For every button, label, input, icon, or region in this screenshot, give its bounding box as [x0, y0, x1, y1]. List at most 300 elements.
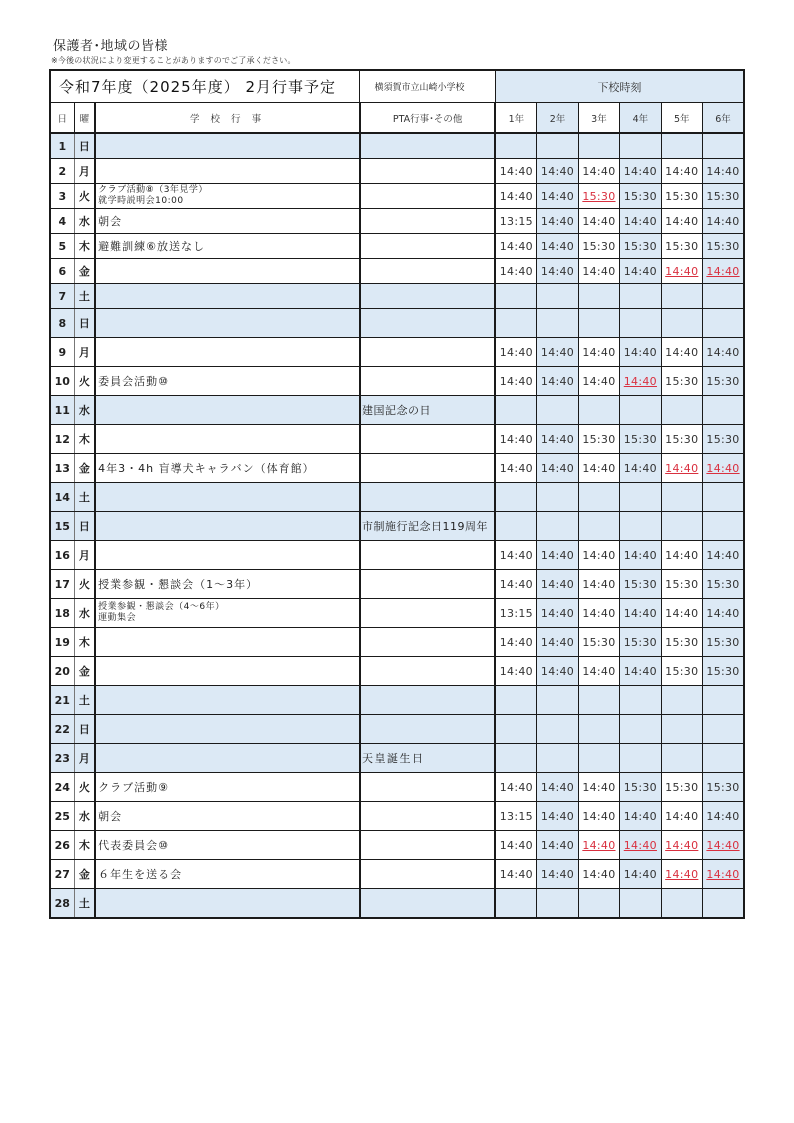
dismissal-time-grade-6 — [702, 184, 744, 209]
day-number: 11 — [50, 396, 74, 425]
day-number: 15 — [50, 512, 74, 541]
dismissal-time-grade-3 — [578, 541, 619, 570]
schedule-row — [50, 889, 744, 919]
day-number: 26 — [50, 831, 74, 860]
schedule-row — [50, 454, 744, 483]
day-number: 7 — [50, 284, 74, 309]
dismissal-time-grade-6 — [702, 628, 744, 657]
weekday: 木 — [74, 425, 95, 454]
dismissal-time-grade-3 — [578, 133, 619, 159]
dismissal-time-grade-2 — [537, 483, 578, 512]
schedule-row — [50, 599, 744, 628]
pta-event-cell — [360, 889, 495, 919]
dismissal-time-grade-2 — [537, 284, 578, 309]
dismissal-time-grade-4 — [620, 159, 661, 184]
dismissal-time-grade-4 — [620, 715, 661, 744]
dismissal-time-grade-6 — [702, 396, 744, 425]
time-value: 14:40 — [623, 264, 657, 278]
col-header-grade-6: 6年 — [702, 103, 744, 134]
pta-event-cell — [360, 570, 495, 599]
time-value: 14:40 — [499, 374, 533, 388]
day-number: 2 — [50, 159, 74, 184]
changed-time-value: 14:40 — [665, 867, 699, 881]
time-value: 14:40 — [499, 780, 533, 794]
time-value: 14:40 — [540, 548, 575, 562]
dismissal-time-grade-5 — [661, 396, 702, 425]
school-event-cell — [95, 338, 360, 367]
time-value: 14:40 — [706, 548, 740, 562]
time-value: 14:40 — [499, 664, 533, 678]
pta-event-cell — [360, 309, 495, 338]
schedule-row — [50, 284, 744, 309]
dismissal-time-grade-4 — [620, 570, 661, 599]
dismissal-time-grade-5 — [661, 284, 702, 309]
dismissal-time-grade-6 — [702, 541, 744, 570]
time-value: 14:40 — [540, 214, 575, 228]
dismissal-time-grade-2 — [537, 425, 578, 454]
dismissal-time-grade-4 — [620, 234, 661, 259]
changed-time-value: 14:40 — [665, 838, 699, 852]
dismissal-time-grade-2 — [537, 599, 578, 628]
school-event-cell — [95, 454, 360, 483]
school-event-cell — [95, 259, 360, 284]
time-value: 15:30 — [665, 189, 699, 203]
school-event-cell — [95, 715, 360, 744]
time-value: 15:30 — [706, 189, 740, 203]
time-value: 14:40 — [540, 164, 575, 178]
dismissal-time-grade-3 — [578, 483, 619, 512]
school-event-cell — [95, 234, 360, 259]
school-name: 横須賀市立山崎小学校 — [374, 83, 465, 93]
time-value: 14:40 — [623, 164, 657, 178]
day-number: 5 — [50, 234, 74, 259]
dismissal-time-grade-5 — [661, 860, 702, 889]
dismissal-time-grade-2 — [537, 541, 578, 570]
schedule-row — [50, 338, 744, 367]
dismissal-time-grade-2 — [537, 367, 578, 396]
dismissal-time-grade-5 — [661, 159, 702, 184]
dismissal-time-grade-1 — [495, 889, 536, 919]
school-event-text: ６年生を送る会 — [98, 867, 183, 881]
dismissal-time-grade-6 — [702, 831, 744, 860]
time-value: 14:40 — [499, 461, 533, 475]
schedule-row — [50, 483, 744, 512]
schedule-row — [50, 570, 744, 599]
weekday: 月 — [74, 744, 95, 773]
school-event-cell — [95, 284, 360, 309]
schedule-row — [50, 657, 744, 686]
pta-event-cell — [360, 234, 495, 259]
time-value: 15:30 — [665, 239, 699, 253]
dismissal-time-grade-4 — [620, 425, 661, 454]
dismissal-time-grade-2 — [537, 628, 578, 657]
school-event-cell — [95, 309, 360, 338]
school-event-text: クラブ活動⑧（3年見学） — [98, 185, 208, 195]
day-number: 18 — [50, 599, 74, 628]
dismissal-time-grade-2 — [537, 889, 578, 919]
dismissal-time-grade-1 — [495, 860, 536, 889]
schedule-row — [50, 860, 744, 889]
title-row — [50, 70, 744, 103]
dismissal-time-grade-5 — [661, 425, 702, 454]
weekday: 水 — [74, 802, 95, 831]
school-event-cell — [95, 209, 360, 234]
dismissal-time-grade-3 — [578, 234, 619, 259]
dismissal-time-grade-4 — [620, 628, 661, 657]
col-header-grade-5: 5年 — [661, 103, 702, 134]
time-value: 14:40 — [499, 867, 533, 881]
col-header-pta: PTA行事･その他 — [360, 103, 495, 134]
dismissal-time-grade-5 — [661, 338, 702, 367]
dismissal-time-grade-2 — [537, 512, 578, 541]
school-event-cell — [95, 860, 360, 889]
dismissal-time-grade-6 — [702, 860, 744, 889]
dismissal-time-grade-6 — [702, 512, 744, 541]
dismissal-time-grade-2 — [537, 773, 578, 802]
dismissal-time-grade-2 — [537, 338, 578, 367]
dismissal-time-grade-5 — [661, 454, 702, 483]
dismissal-time-grade-1 — [495, 425, 536, 454]
dismissal-time-grade-6 — [702, 802, 744, 831]
dismissal-time-grade-1 — [495, 715, 536, 744]
dismissal-time-grade-3 — [578, 284, 619, 309]
dismissal-time-grade-5 — [661, 802, 702, 831]
schedule-row — [50, 425, 744, 454]
col-header-grade-3: 3年 — [578, 103, 619, 134]
dismissal-time-grade-3 — [578, 628, 619, 657]
school-event-cell — [95, 744, 360, 773]
changed-time-value: 14:40 — [706, 838, 740, 852]
weekday: 水 — [74, 599, 95, 628]
dismissal-time-grade-1 — [495, 234, 536, 259]
dismissal-time-grade-3 — [578, 860, 619, 889]
greeting-heading: 保護者･地域の皆様 — [53, 39, 169, 54]
dismissal-time-grade-6 — [702, 773, 744, 802]
day-number: 9 — [50, 338, 74, 367]
dismissal-time-grade-2 — [537, 259, 578, 284]
dismissal-time-grade-1 — [495, 512, 536, 541]
dismissal-time-grade-2 — [537, 860, 578, 889]
dismissal-time-grade-3 — [578, 889, 619, 919]
dismissal-time-grade-1 — [495, 541, 536, 570]
time-value: 14:40 — [665, 548, 699, 562]
pta-event-cell — [360, 773, 495, 802]
time-value: 15:30 — [582, 432, 616, 446]
dismissal-time-grade-2 — [537, 396, 578, 425]
dismissal-time-grade-3 — [578, 396, 619, 425]
weekday: 火 — [74, 367, 95, 396]
changed-time-value: 14:40 — [582, 838, 616, 852]
dismissal-time-grade-5 — [661, 599, 702, 628]
dismissal-time-grade-4 — [620, 184, 661, 209]
dismissal-time-grade-5 — [661, 570, 702, 599]
pta-event-cell: 市制施行記念日119周年 — [360, 512, 495, 541]
dismissal-time-grade-1 — [495, 628, 536, 657]
school-event-cell — [95, 133, 360, 159]
col-header-grade-4: 4年 — [620, 103, 661, 134]
dismissal-time-grade-1 — [495, 396, 536, 425]
school-event-text: 運動集会 — [98, 613, 137, 623]
pta-event-cell — [360, 686, 495, 715]
dismissal-time-grade-4 — [620, 367, 661, 396]
time-value: 15:30 — [665, 635, 699, 649]
schedule-row — [50, 628, 744, 657]
col-header-school-events: 学 校 行 事 — [95, 103, 360, 134]
weekday: 木 — [74, 628, 95, 657]
time-value: 15:30 — [623, 635, 657, 649]
school-event-text: 朝会 — [98, 214, 123, 228]
dismissal-time-grade-4 — [620, 860, 661, 889]
schedule-row — [50, 133, 744, 159]
dismissal-time-grade-1 — [495, 773, 536, 802]
day-number: 13 — [50, 454, 74, 483]
dismissal-time-grade-5 — [661, 209, 702, 234]
time-value: 14:40 — [623, 809, 657, 823]
changed-time-value: 14:40 — [665, 461, 699, 475]
weekday: 月 — [74, 159, 95, 184]
time-value: 14:40 — [623, 345, 657, 359]
school-event-cell — [95, 599, 360, 628]
schedule-row — [50, 184, 744, 209]
day-number: 23 — [50, 744, 74, 773]
time-value: 15:30 — [665, 432, 699, 446]
pta-event-cell — [360, 483, 495, 512]
dismissal-time-grade-4 — [620, 657, 661, 686]
schedule-row — [50, 541, 744, 570]
time-value: 14:40 — [665, 606, 699, 620]
time-value: 15:30 — [706, 577, 740, 591]
dismissal-time-grade-5 — [661, 512, 702, 541]
time-value: 14:40 — [540, 780, 575, 794]
dismissal-time-grade-3 — [578, 715, 619, 744]
dismissal-time-grade-3 — [578, 309, 619, 338]
time-value: 14:40 — [582, 164, 616, 178]
time-value: 14:40 — [499, 189, 533, 203]
dismissal-time-grade-4 — [620, 338, 661, 367]
dismissal-time-grade-4 — [620, 773, 661, 802]
dismissal-time-grade-3 — [578, 599, 619, 628]
school-event-text: 4年3・4h 盲導犬キャラバン（体育館） — [98, 461, 315, 475]
dismissal-time-grade-2 — [537, 657, 578, 686]
pta-event-cell — [360, 425, 495, 454]
dismissal-time-grade-5 — [661, 367, 702, 396]
school-event-text: クラブ活動⑨ — [98, 780, 169, 794]
dismissal-time-grade-1 — [495, 209, 536, 234]
schedule-row — [50, 512, 744, 541]
dismissal-time-grade-5 — [661, 889, 702, 919]
pta-event-cell — [360, 802, 495, 831]
weekday: 金 — [74, 860, 95, 889]
pta-event-cell: 建国記念の日 — [360, 396, 495, 425]
document-title: 令和7年度（2025年度） 2月行事予定 — [59, 78, 337, 96]
dismissal-time-grade-2 — [537, 454, 578, 483]
time-value: 14:40 — [706, 345, 740, 359]
school-event-text: 委員会活動⑩ — [98, 374, 169, 388]
time-value: 15:30 — [706, 635, 740, 649]
day-number: 19 — [50, 628, 74, 657]
schedule-row — [50, 396, 744, 425]
day-number: 16 — [50, 541, 74, 570]
dismissal-time-grade-4 — [620, 686, 661, 715]
school-event-text: 朝会 — [98, 809, 123, 823]
schedule-row — [50, 309, 744, 338]
time-value: 14:40 — [582, 461, 616, 475]
dismissal-time-grade-1 — [495, 657, 536, 686]
pta-event-cell — [360, 541, 495, 570]
time-value: 14:40 — [665, 809, 699, 823]
col-header-day: 日 — [50, 103, 74, 134]
weekday: 日 — [74, 309, 95, 338]
time-value: 15:30 — [582, 635, 616, 649]
pta-event-cell — [360, 628, 495, 657]
dismissal-time-grade-5 — [661, 541, 702, 570]
time-value: 14:40 — [582, 577, 616, 591]
time-value: 14:40 — [540, 345, 575, 359]
day-number: 14 — [50, 483, 74, 512]
weekday: 金 — [74, 259, 95, 284]
dismissal-time-grade-3 — [578, 159, 619, 184]
weekday: 木 — [74, 831, 95, 860]
dismissal-time-grade-4 — [620, 396, 661, 425]
time-value: 14:40 — [582, 606, 616, 620]
time-value: 14:40 — [582, 264, 616, 278]
weekday: 水 — [74, 396, 95, 425]
time-value: 14:40 — [499, 635, 533, 649]
school-event-cell — [95, 367, 360, 396]
dismissal-time-grade-2 — [537, 570, 578, 599]
time-value: 14:40 — [582, 664, 616, 678]
time-value: 14:40 — [540, 374, 575, 388]
title-cell — [50, 70, 360, 103]
time-value: 14:40 — [499, 577, 533, 591]
time-value: 14:40 — [540, 838, 575, 852]
time-value: 14:40 — [582, 548, 616, 562]
schedule-row — [50, 715, 744, 744]
day-number: 27 — [50, 860, 74, 889]
day-number: 10 — [50, 367, 74, 396]
dismissal-time-grade-1 — [495, 599, 536, 628]
pta-event-cell — [360, 860, 495, 889]
time-value: 14:40 — [623, 548, 657, 562]
schedule-row — [50, 773, 744, 802]
school-event-cell — [95, 889, 360, 919]
time-value: 15:30 — [706, 664, 740, 678]
changed-time-value: 14:40 — [706, 264, 740, 278]
time-value: 14:40 — [582, 214, 616, 228]
weekday: 水 — [74, 209, 95, 234]
schedule-row — [50, 802, 744, 831]
time-value: 14:40 — [665, 214, 699, 228]
dismissal-time-grade-1 — [495, 259, 536, 284]
col-header-grade-1: 1年 — [495, 103, 536, 134]
changed-time-value: 14:40 — [706, 867, 740, 881]
dismissal-time-grade-2 — [537, 686, 578, 715]
pta-event-cell — [360, 338, 495, 367]
time-value: 15:30 — [582, 239, 616, 253]
weekday: 日 — [74, 715, 95, 744]
time-value: 15:30 — [706, 239, 740, 253]
day-number: 24 — [50, 773, 74, 802]
dismissal-time-grade-4 — [620, 599, 661, 628]
february-schedule-table — [49, 69, 745, 919]
time-value: 15:30 — [623, 577, 657, 591]
dismissal-time-grade-3 — [578, 773, 619, 802]
pta-event-cell: 天皇誕生日 — [360, 744, 495, 773]
dismissal-time-grade-2 — [537, 209, 578, 234]
school-event-cell — [95, 773, 360, 802]
dismissal-time-grade-5 — [661, 715, 702, 744]
time-value: 15:30 — [623, 189, 657, 203]
col-header-grade-2: 2年 — [537, 103, 578, 134]
dismissal-time-grade-6 — [702, 309, 744, 338]
dismissal-time-grade-1 — [495, 284, 536, 309]
dismissal-time-grade-4 — [620, 209, 661, 234]
dismissal-time-grade-1 — [495, 744, 536, 773]
dismissal-time-grade-6 — [702, 234, 744, 259]
weekday: 金 — [74, 657, 95, 686]
dismissal-time-grade-1 — [495, 802, 536, 831]
day-number: 8 — [50, 309, 74, 338]
weekday: 月 — [74, 541, 95, 570]
pta-event-cell — [360, 159, 495, 184]
weekday: 火 — [74, 184, 95, 209]
col-header-weekday: 曜 — [74, 103, 95, 134]
dismissal-time-grade-2 — [537, 802, 578, 831]
dismissal-time-grade-6 — [702, 686, 744, 715]
dismissal-time-grade-4 — [620, 454, 661, 483]
time-value: 14:40 — [582, 867, 616, 881]
time-value: 15:30 — [623, 780, 657, 794]
dismissal-time-grade-5 — [661, 483, 702, 512]
time-value: 15:30 — [706, 432, 740, 446]
weekday: 火 — [74, 773, 95, 802]
dismissal-time-grade-4 — [620, 259, 661, 284]
school-event-cell — [95, 512, 360, 541]
dismissal-time-grade-5 — [661, 773, 702, 802]
dismissal-time-grade-6 — [702, 744, 744, 773]
time-value: 14:40 — [499, 432, 533, 446]
dismissal-time-grade-4 — [620, 309, 661, 338]
school-event-text: 授業参観・懇談会（1～3年） — [98, 577, 259, 591]
dismissal-time-grade-5 — [661, 234, 702, 259]
day-number: 25 — [50, 802, 74, 831]
pta-event-cell — [360, 209, 495, 234]
school-event-cell — [95, 628, 360, 657]
day-number: 28 — [50, 889, 74, 919]
day-number: 21 — [50, 686, 74, 715]
school-event-cell — [95, 657, 360, 686]
dismissal-time-grade-1 — [495, 133, 536, 159]
weekday: 土 — [74, 889, 95, 919]
school-event-text: 授業参観・懇談会（4～6年） — [98, 602, 225, 612]
time-value: 14:40 — [623, 461, 657, 475]
pta-event-cell — [360, 367, 495, 396]
dismissal-time-grade-3 — [578, 454, 619, 483]
time-value: 14:40 — [623, 214, 657, 228]
schedule-row — [50, 259, 744, 284]
dismissal-time-grade-2 — [537, 159, 578, 184]
time-value: 14:40 — [706, 606, 740, 620]
dismissal-time-grade-3 — [578, 570, 619, 599]
schedule-row — [50, 744, 744, 773]
time-value: 14:40 — [540, 189, 575, 203]
school-event-cell — [95, 570, 360, 599]
day-number: 6 — [50, 259, 74, 284]
dismissal-time-grade-6 — [702, 657, 744, 686]
time-value: 14:40 — [540, 461, 575, 475]
dismissal-time-grade-5 — [661, 133, 702, 159]
dismissal-time-grade-5 — [661, 686, 702, 715]
